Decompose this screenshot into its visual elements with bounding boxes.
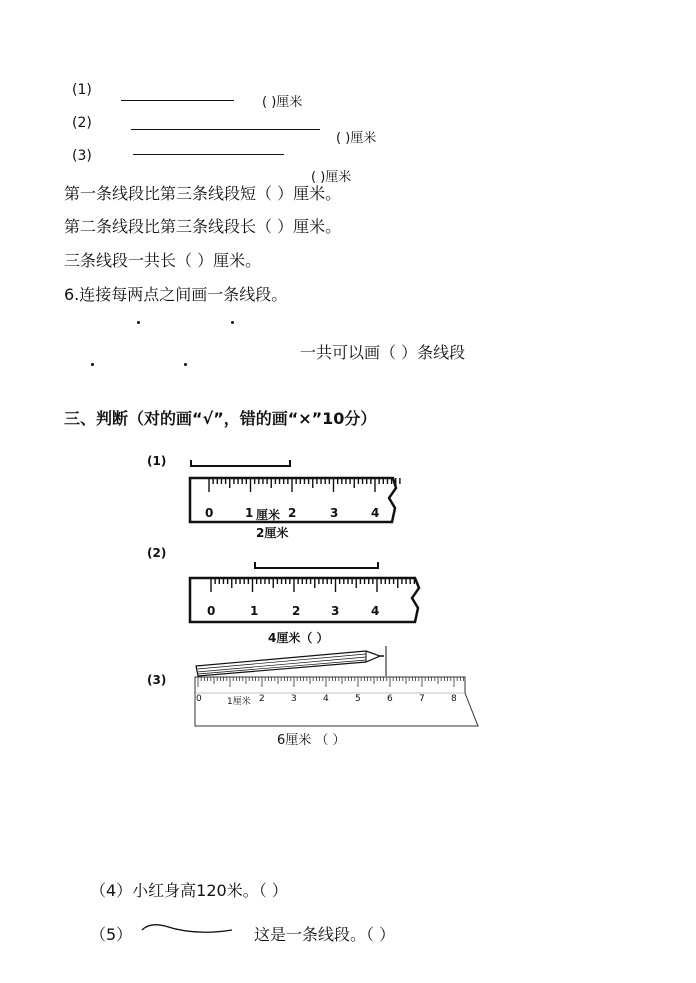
- question-5-text[interactable]: 这是一条线段。（ ）: [254, 925, 396, 944]
- ruler-3-tick-7: 7: [419, 694, 425, 704]
- pencil-icon: [194, 646, 394, 678]
- ruler-3-tick-2: 2: [259, 694, 265, 704]
- question-longer: 第二条线段比第三条线段长（ ）厘米。: [64, 217, 342, 236]
- point-a: [137, 321, 140, 324]
- question-5-number: （5）: [90, 925, 133, 944]
- ruler-2-tick-3: 3: [331, 604, 340, 618]
- ruler-3-caption[interactable]: 6厘米 （ ）: [277, 733, 346, 748]
- ruler-3-tick-0: 0: [196, 694, 202, 704]
- ruler-2-tick-0: 0: [207, 604, 216, 618]
- judge-title: 三、判断（对的画“√”，错的画“×”10分）: [64, 409, 377, 428]
- item-2-blank[interactable]: ( )厘米: [336, 131, 377, 146]
- ruler-3-tick-1: 1厘米: [227, 697, 251, 707]
- ruler-1-tick-2: 2: [288, 506, 297, 520]
- ruler-3-tick-8: 8: [451, 694, 457, 704]
- ruler-2-caption[interactable]: 4厘米（ ）: [268, 631, 329, 645]
- ruler-3-number: (3): [147, 673, 167, 687]
- ruler-3-tick-4: 4: [323, 694, 329, 704]
- ruler-3-tick-5: 5: [355, 694, 361, 704]
- item-2-number: (2): [72, 115, 92, 131]
- ruler-1-caption: 2厘米: [256, 526, 289, 540]
- ruler-1-tick-1: 1: [245, 506, 254, 520]
- ruler-1-number: (1): [147, 454, 167, 468]
- item-3-number: (3): [72, 148, 92, 164]
- segment-1: [121, 100, 234, 101]
- curve-icon: [140, 920, 235, 940]
- ruler-3-tick-6: 6: [387, 694, 393, 704]
- ruler-2-tick-1: 1: [250, 604, 259, 618]
- ruler-1-unit: 厘米: [256, 508, 281, 522]
- item-1-blank[interactable]: ( )厘米: [262, 95, 303, 110]
- point-c: [91, 363, 94, 366]
- ruler-2-tick-2: 2: [292, 604, 301, 618]
- segment-2: [131, 129, 320, 130]
- point-b: [231, 321, 234, 324]
- ruler-2-number: (2): [147, 546, 167, 560]
- question-total: 三条线段一共长（ ）厘米。: [64, 251, 262, 270]
- ruler-1-tick-0: 0: [205, 506, 214, 520]
- segment-3: [133, 154, 284, 155]
- ruler-1-tick-3: 3: [330, 506, 339, 520]
- point-d: [184, 363, 187, 366]
- ruler-3-tick-3: 3: [291, 694, 297, 704]
- ruler-2-tick-4: 4: [371, 604, 380, 618]
- connect-title: 6.连接每两点之间画一条线段。: [64, 285, 288, 304]
- connect-answer[interactable]: 一共可以画（ ）条线段: [300, 343, 466, 362]
- question-shorter: 第一条线段比第三条线段短（ ）厘米。: [64, 184, 342, 203]
- item-3-blank[interactable]: ( )厘米: [311, 170, 352, 185]
- ruler-1-tick-4: 4: [371, 506, 380, 520]
- question-4[interactable]: （4）小红身高120米。（ ）: [90, 881, 288, 900]
- ruler-2-graphic: [188, 560, 423, 625]
- item-1-number: (1): [72, 82, 92, 98]
